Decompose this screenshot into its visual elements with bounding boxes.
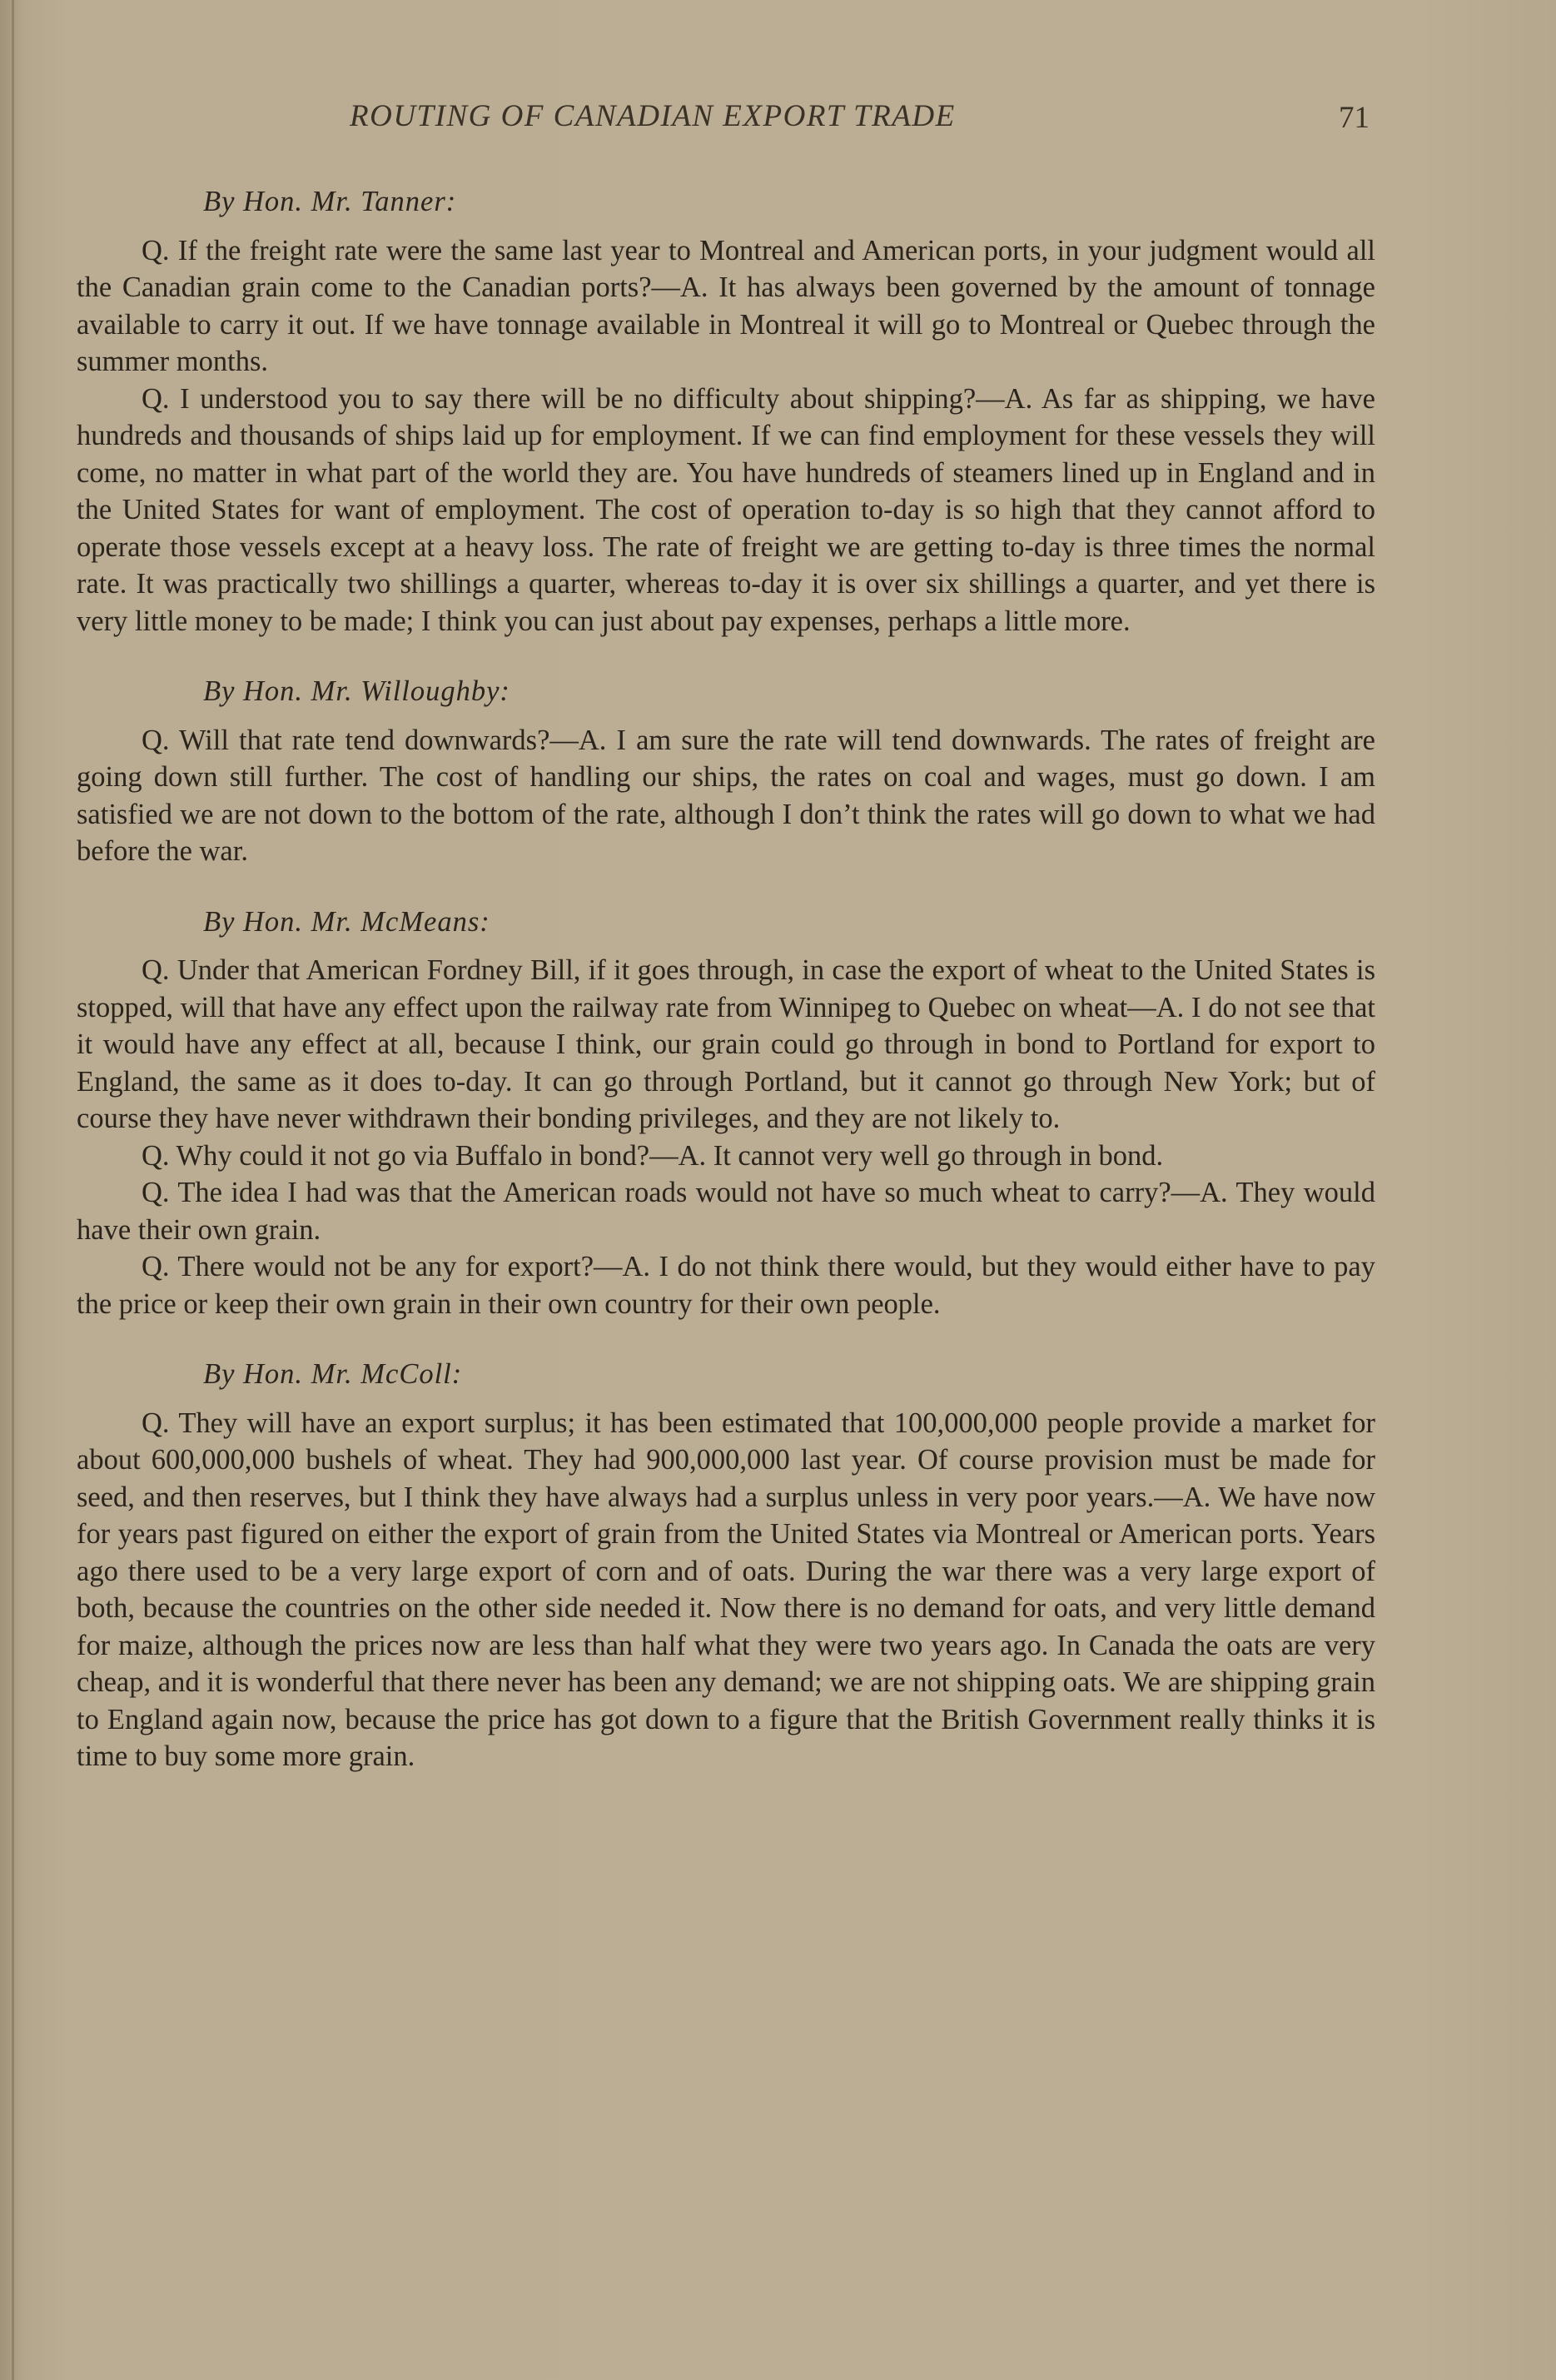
section-willoughby <box>77 673 1375 870</box>
paragraph: Q. The idea I had was that the American roads would not have so much wheat to carry?—A. They would have their own grain. <box>77 1177 1375 1246</box>
page-number: 71 <box>1339 101 1370 135</box>
section-tanner <box>77 183 1375 640</box>
paragraph: Q. Under that American Fordney Bill, if it goes through, in case the export of wheat to the United States is stopped, will that have any effect upon the railway rate from Winnipeg to Quebec on wheat—A. I do not see that it would have any effect at all, because I think, our grain could go through in bond to Portland for export to England, the same as it does to-day. It can go through Portland, but it cannot go through New York; but of course they have never withdrawn their bonding privileges, and they are not likely to. <box>77 954 1375 1134</box>
paragraph: Q. I understood you to say there will be no difficulty about shipping?—A. As far as shipping, we have hundreds and thousands of ships laid up for employment. If we can find employment for these vessels they will come, no matter in what part of the world they are. You have hundreds of steamers lined up in England and in the United States for want of employment. The cost of operation to-day is so high that they cannot afford to operate those vessels except at a heavy loss. The rate of freight we are getting to-day is three times the normal rate. It was practically two shillings a quarter, whereas to-day it is over six shillings a quarter, and yet there is very little money to be made; I think you can just about pay expenses, perhaps a little more. <box>77 382 1375 637</box>
section-mcmeans <box>77 904 1375 1323</box>
section-mccoll <box>77 1356 1375 1775</box>
paragraph: Q. Why could it not go via Buffalo in bond?—A. It cannot very well go through in bond. <box>142 1139 1164 1172</box>
section-heading: By Hon. Mr. McColl: <box>203 1358 463 1390</box>
paragraph: Q. Will that rate tend downwards?—A. I am sure the rate will tend downwards. The rates of freight are going down still further. The cost of handling our ships, the rates on coal and wages, must go down. I am satisfied we are not down to the bottom of the rate, although I don’t think the rates will go down to what we had before the war. <box>77 724 1375 867</box>
section-heading: By Hon. Mr. Tanner: <box>203 186 457 217</box>
running-head-title: ROUTING OF CANADIAN EXPORT TRADE <box>350 99 956 133</box>
paragraph: Q. They will have an export surplus; it has been estimated that 100,000,000 people provide a market for about 600,000,000 bushels of wheat. They had 900,000,000 last year. Of course provision must be made for seed, and then reserves, but I think they have always had a surplus unless in very poor years.—A. We have now for years past figured on either the export of grain from the United States via Montreal or American ports. Years ago there used to be a very large export of corn and of oats. During the war there was a very large export of both, because the countries on the other side needed it. Now there is no demand for oats, and very little demand for maize, although the prices now are less than half what they were two years ago. In Canada the oats are very cheap, and it is wonderful that there never has been any demand; we are not shipping oats. We are shipping grain to England again now, because the price has got down to a figure that the British Government really thinks it is time to buy some more grain. <box>77 1407 1375 1772</box>
paragraph: Q. If the freight rate were the same last year to Montreal and American ports, in your judgment would all the Canadian grain come to the Canadian ports?—A. It has always been governed by the amount of tonnage available to carry it out. If we have tonnage available in Montreal it will go to Montreal or Quebec through the summer months. <box>77 234 1375 377</box>
text-body <box>77 183 1375 1809</box>
section-heading: By Hon. Mr. Willoughby: <box>203 675 510 707</box>
paragraph: Q. There would not be any for export?—A. I do not think there would, but they would either have to pay the price or keep their own grain in their own country for their own people. <box>77 1251 1375 1320</box>
section-heading: By Hon. Mr. McMeans: <box>203 905 490 938</box>
page-edge-shadow <box>12 0 14 2380</box>
